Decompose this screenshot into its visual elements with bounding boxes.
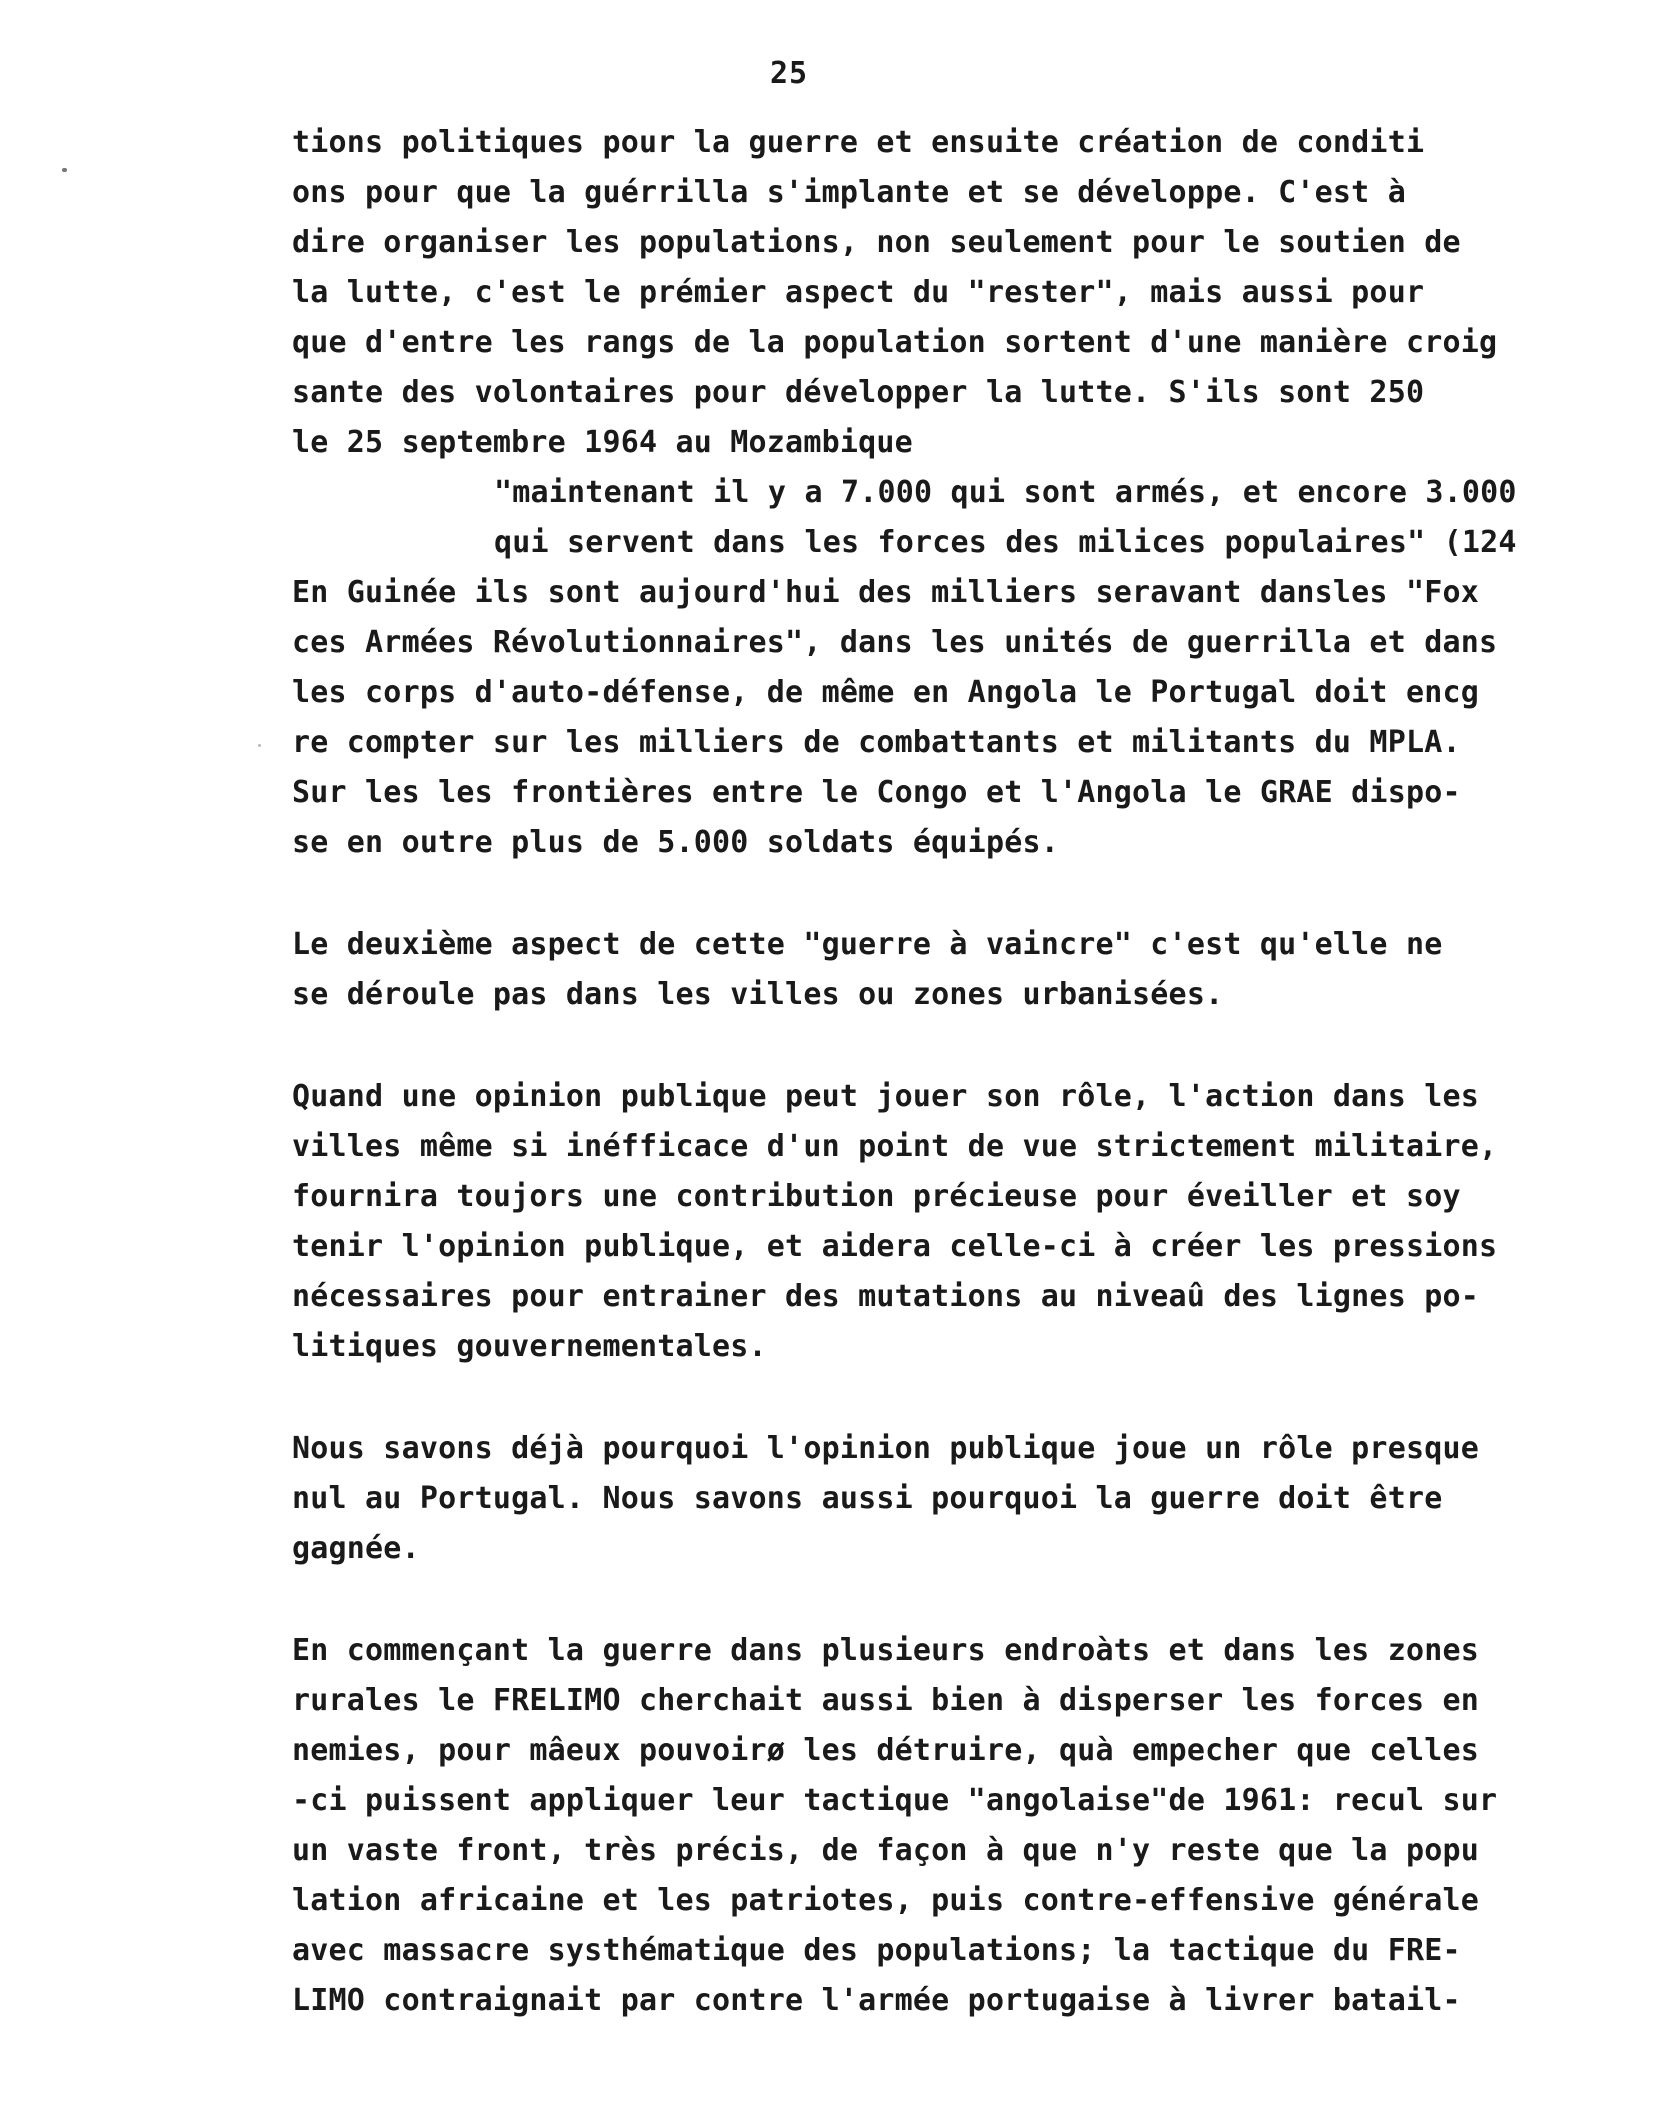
page-number: 25 [770,56,809,91]
text-line: -ci puissent appliquer leur tactique "angolaise"de 1961: recul sur [292,1783,1498,1818]
text-line: villes même si inéfficace d'un point de vue strictement militaire, [292,1129,1498,1164]
paragraph-gap [292,1372,1632,1424]
text-line: rurales le FRELIMO cherchait aussi bien à disperser les forces en [292,1683,1479,1718]
text-line: nul au Portugal. Nous savons aussi pourquoi la guerre doit être [292,1481,1443,1516]
text-line: lation africaine et les patriotes, puis contre-effensive générale [292,1883,1479,1918]
paragraph [292,1424,1632,1574]
scan-speck [258,744,261,747]
text-line: nécessaires pour entrainer des mutations au niveaû des lignes po- [292,1279,1479,1314]
paragraph [292,568,1632,868]
text-line: litiques gouvernementales. [292,1329,767,1364]
text-line: ons pour que la guérrilla s'implante et se développe. C'est à [292,175,1406,210]
text-line: gagnée. [292,1531,420,1566]
text-line: LIMO contraignait par contre l'armée portugaise à livrer batail- [292,1983,1461,2018]
text-line: la lutte, c'est le prémier aspect du "rester", mais aussi pour [292,275,1425,310]
text-line: En commençant la guerre dans plusieurs endroàts et dans les zones [292,1633,1479,1668]
text-line: En Guinée ils sont aujourd'hui des milliers seravant dansles "Fox [292,575,1479,610]
paragraph-gap [292,1020,1632,1072]
paragraph-gap [292,868,1632,920]
text-line: que d'entre les rangs de la population sortent d'une manière croig [292,325,1498,360]
text-line: avec massacre systhématique des populations; la tactique du FRE- [292,1933,1461,1968]
paragraph [292,118,1632,468]
body-text [292,118,1632,2026]
text-line: nemies, pour mâeux pouvoirø les détruire, quà empecher que celles [292,1733,1479,1768]
text-line: ces Armées Révolutionnaires", dans les unités de guerrilla et dans [292,625,1498,660]
text-line: un vaste front, très précis, de façon à que n'y reste que la popu [292,1833,1479,1868]
text-line: "maintenant il y a 7.000 qui sont armés, et encore 3.000 [494,475,1517,510]
text-line: se en outre plus de 5.000 soldats équipés. [292,825,1059,860]
text-line: Quand une opinion publique peut jouer son rôle, l'action dans les [292,1079,1479,1114]
text-line: dire organiser les populations, non seulement pour le soutien de [292,225,1461,260]
scan-speck [62,168,67,172]
text-line: tions politiques pour la guerre et ensuite création de conditi [292,125,1425,160]
text-line: Nous savons déjà pourquoi l'opinion publique joue un rôle presque [292,1431,1479,1466]
paragraph [292,1072,1632,1372]
text-line: fournira toujors une contribution précieuse pour éveiller et soy [292,1179,1461,1214]
quotation-block [292,468,1632,568]
text-line: se déroule pas dans les villes ou zones urbanisées. [292,977,1224,1012]
text-line: Sur les les frontières entre le Congo et l'Angola le GRAE dispo- [292,775,1461,810]
text-line: qui servent dans les forces des milices populaires" (124 [494,525,1517,560]
text-line: les corps d'auto-défense, de même en Angola le Portugal doit encg [292,675,1479,710]
text-line: sante des volontaires pour développer la lutte. S'ils sont 250 [292,375,1425,410]
paragraph [292,1626,1632,2026]
text-line: Le deuxième aspect de cette "guerre à vaincre" c'est qu'elle ne [292,927,1443,962]
text-line: le 25 septembre 1964 au Mozambique [292,425,913,460]
text-line: tenir l'opinion publique, et aidera celle-ci à créer les pressions [292,1229,1498,1264]
paragraph [292,920,1632,1020]
text-line: re compter sur les milliers de combattants et militants du MPLA. [292,725,1461,760]
paragraph-gap [292,1574,1632,1626]
